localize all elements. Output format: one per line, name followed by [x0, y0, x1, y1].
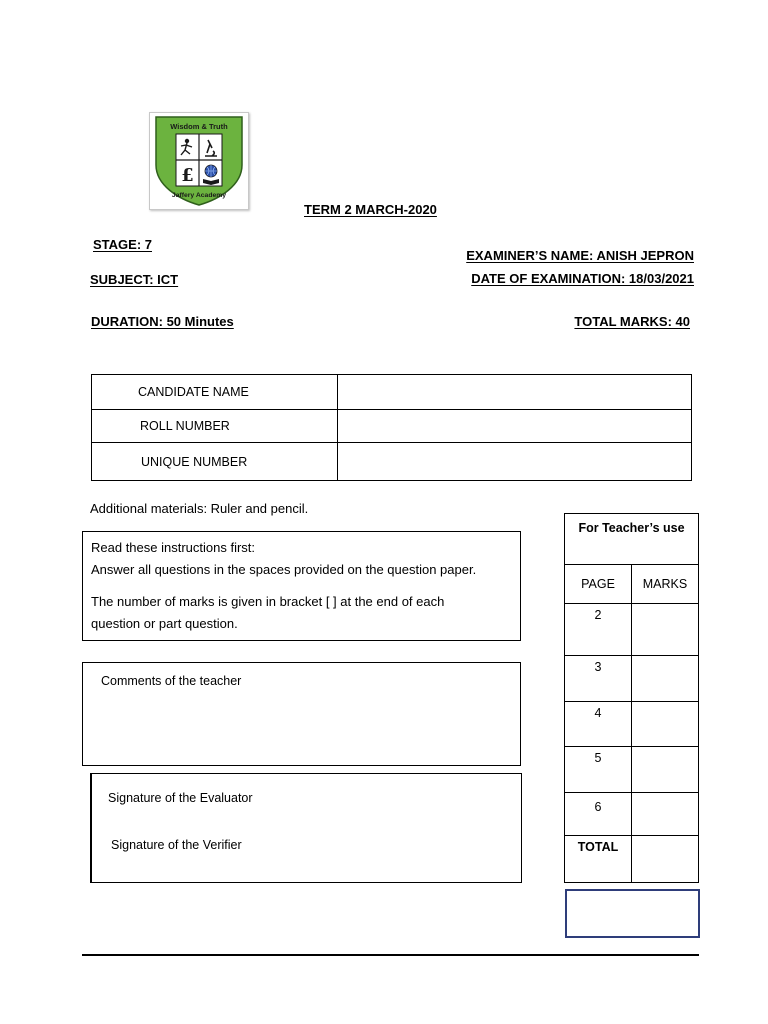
- table-row: [565, 656, 699, 702]
- table-row: [565, 565, 699, 604]
- duration-label: DURATION: 50 Minutes: [91, 314, 234, 329]
- instructions-line: The number of marks is given in bracket [ ] at the end of each: [91, 594, 445, 609]
- roll-number-label: ROLL NUMBER: [92, 410, 338, 443]
- comments-label: Comments of the teacher: [101, 674, 242, 688]
- signature-box: [90, 773, 522, 883]
- candidate-details-table: [91, 374, 692, 481]
- total-score-box[interactable]: [565, 889, 700, 938]
- page-number: 3: [565, 656, 632, 702]
- school-logo: [149, 112, 249, 210]
- total-label: TOTAL: [565, 835, 632, 882]
- total-marks: TOTAL MARKS: 40: [574, 314, 690, 329]
- page-number: 4: [565, 702, 632, 746]
- page-column-header: PAGE: [565, 565, 632, 604]
- marks-cell[interactable]: [632, 702, 699, 746]
- svg-text:£: £: [181, 165, 194, 186]
- table-row: [565, 792, 699, 835]
- table-row: [565, 702, 699, 746]
- marks-column-header: MARKS: [632, 565, 699, 604]
- page-number: 2: [565, 604, 632, 656]
- page-number: 6: [565, 792, 632, 835]
- instructions-box: [82, 531, 521, 641]
- candidate-name-label: CANDIDATE NAME: [92, 375, 338, 410]
- examiner-name: EXAMINER’S NAME: ANISH JEPRON: [466, 248, 694, 263]
- stage-label: STAGE: 7: [93, 237, 152, 252]
- additional-materials: Additional materials: Ruler and pencil.: [90, 501, 309, 516]
- table-row: [565, 746, 699, 792]
- footer-divider: [82, 954, 699, 956]
- marks-cell[interactable]: [632, 792, 699, 835]
- unique-number-label: UNIQUE NUMBER: [92, 443, 338, 481]
- exam-date: DATE OF EXAMINATION: 18/03/2021: [471, 271, 694, 286]
- subject-label: SUBJECT: ICT: [90, 272, 179, 287]
- unique-number-field[interactable]: [338, 443, 692, 481]
- table-row: [565, 514, 699, 565]
- instructions-heading: Read these instructions first:: [91, 540, 256, 555]
- instructions-line: question or part question.: [91, 616, 238, 631]
- total-marks-cell[interactable]: [632, 835, 699, 882]
- table-row: [92, 410, 692, 443]
- marks-cell[interactable]: [632, 656, 699, 702]
- table-row: [92, 375, 692, 410]
- table-row: [565, 604, 699, 656]
- logo-motto: Wisdom & Truth: [170, 122, 228, 131]
- logo-school-name: Jaffery Academy: [171, 192, 227, 199]
- evaluator-signature-label: Signature of the Evaluator: [108, 791, 253, 805]
- instructions-line: Answer all questions in the spaces provided on the question paper.: [91, 562, 477, 577]
- table-row: [92, 443, 692, 481]
- verifier-signature-label: Signature of the Verifier: [111, 838, 242, 852]
- term-title: TERM 2 MARCH-2020: [304, 202, 437, 217]
- teacher-use-title: For Teacher’s use: [565, 514, 699, 565]
- teacher-use-table: [564, 513, 699, 883]
- roll-number-field[interactable]: [338, 410, 692, 443]
- table-row: [565, 835, 699, 882]
- school-crest-icon: [150, 113, 248, 209]
- page-number: 5: [565, 746, 632, 792]
- candidate-name-field[interactable]: [338, 375, 692, 410]
- marks-cell[interactable]: [632, 604, 699, 656]
- marks-cell[interactable]: [632, 746, 699, 792]
- teacher-comments-box[interactable]: [82, 662, 521, 766]
